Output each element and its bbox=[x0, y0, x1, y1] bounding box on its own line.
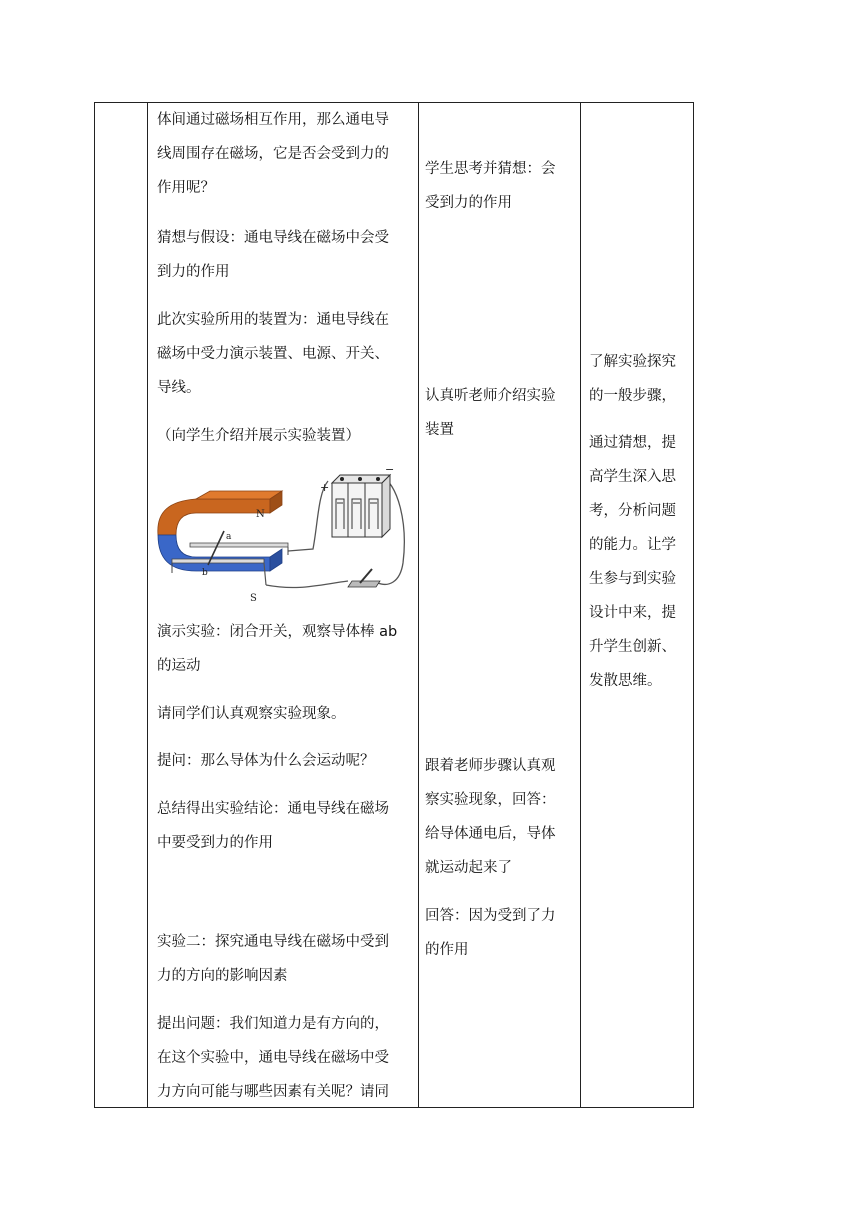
text-line: 通过猜想，提 bbox=[589, 435, 676, 451]
text-line: 磁场中受力演示装置、电源、开关、 bbox=[157, 346, 389, 362]
text-line: 高学生深入思 bbox=[589, 469, 676, 485]
paragraph-student-observe bbox=[425, 749, 580, 885]
label-b: b bbox=[202, 568, 208, 578]
apparatus-figure bbox=[148, 463, 418, 603]
text-line: 作用呢？ bbox=[157, 180, 215, 196]
text-line: 的运动 bbox=[157, 658, 201, 674]
text-line: 实验二：探究通电导线在磁场中受到 bbox=[157, 934, 389, 950]
text-line: 升学生创新、 bbox=[589, 639, 676, 655]
paragraph-raise-question bbox=[157, 1007, 418, 1107]
paragraph-student-answer bbox=[425, 899, 580, 967]
text-line: 导线。 bbox=[157, 380, 201, 396]
text-line: 学生思考并猜想：会 bbox=[425, 161, 556, 177]
paragraph-student-guess bbox=[425, 152, 580, 220]
text-line: 跟着老师步骤认真观 bbox=[425, 758, 556, 774]
text-line: 总结得出实验结论：通电导线在磁场 bbox=[157, 801, 389, 817]
magnet-south-side-face bbox=[270, 549, 282, 571]
text-line: 发散思维。 bbox=[589, 673, 662, 689]
paragraph-hypothesis bbox=[157, 221, 418, 289]
lesson-table bbox=[94, 102, 694, 1108]
text-line: 中要受到力的作用 bbox=[157, 835, 273, 851]
wire bbox=[266, 581, 348, 588]
text-line: 回答：因为受到了力 bbox=[425, 908, 556, 924]
paragraph-intent-steps bbox=[589, 345, 693, 413]
paragraph-question bbox=[157, 744, 418, 778]
text-line: （向学生介绍并展示实验装置） bbox=[157, 428, 360, 444]
switch-base bbox=[348, 581, 380, 587]
text-line: 线周围存在磁场，它是否会受到力的 bbox=[157, 146, 389, 162]
text-line: 设计中来，提 bbox=[589, 605, 676, 621]
paragraph-show-apparatus bbox=[157, 419, 418, 453]
label-a: a bbox=[226, 532, 232, 542]
text-line: 了解实验探究 bbox=[589, 354, 676, 370]
student-activity-cell bbox=[419, 103, 580, 1107]
text-line: 提问：那么导体为什么会运动呢？ bbox=[157, 753, 375, 769]
magnet-north-top-face bbox=[196, 491, 282, 499]
label-north: N bbox=[256, 509, 265, 520]
paragraph-demo bbox=[157, 615, 418, 683]
text-line: 力方向可能与哪些因素有关呢？请同 bbox=[157, 1084, 389, 1100]
text-line: 就运动起来了 bbox=[425, 860, 512, 876]
text-line: 演示实验：闭合开关，观察导体棒 ab bbox=[157, 624, 398, 640]
text-line: 此次实验所用的装置为：通电导线在 bbox=[157, 312, 389, 328]
text-line: 的一般步骤， bbox=[589, 388, 676, 404]
text-line: 的作用 bbox=[425, 942, 469, 958]
battery-box-side bbox=[382, 475, 390, 537]
text-line: 体间通过磁场相互作用，那么通电导 bbox=[157, 112, 389, 128]
text-line: 装置 bbox=[425, 422, 454, 438]
label-positive: + bbox=[320, 481, 330, 494]
label-negative: − bbox=[385, 463, 395, 476]
label-south: S bbox=[250, 593, 257, 603]
text-line: 察实验现象，回答： bbox=[425, 792, 556, 808]
text-line: 请同学们认真观察实验现象。 bbox=[157, 706, 346, 722]
text-line: 在这个实验中，通电导线在磁场中受 bbox=[157, 1050, 389, 1066]
text-line: 提出问题：我们知道力是有方向的， bbox=[157, 1016, 389, 1032]
text-line: 猜想与假设：通电导线在磁场中会受 bbox=[157, 230, 389, 246]
paragraph-conclusion bbox=[157, 792, 418, 860]
terminal bbox=[340, 477, 344, 481]
stage-column-cell bbox=[95, 103, 147, 1107]
paragraph-intro-question bbox=[157, 103, 418, 205]
text-line: 考，分析问题 bbox=[589, 503, 676, 519]
terminal bbox=[358, 477, 362, 481]
text-line: 的能力。让学 bbox=[589, 537, 676, 553]
text-line: 给导体通电后，导体 bbox=[425, 826, 556, 842]
battery-box bbox=[332, 483, 382, 537]
text-line: 认真听老师介绍实验 bbox=[425, 388, 556, 404]
paragraph-intent-ability bbox=[589, 426, 693, 698]
paragraph-apparatus bbox=[157, 303, 418, 405]
paragraph-student-listen bbox=[425, 379, 580, 447]
text-line: 受到力的作用 bbox=[425, 195, 512, 211]
paragraph-experiment-two bbox=[157, 925, 418, 993]
rail-lower bbox=[172, 559, 264, 563]
teacher-activity-cell bbox=[148, 103, 418, 1107]
paragraph-observe bbox=[157, 697, 418, 731]
design-intent-cell bbox=[581, 103, 693, 1107]
text-line: 到力的作用 bbox=[157, 264, 230, 280]
rail-upper bbox=[190, 543, 288, 547]
text-line: 生参与到实验 bbox=[589, 571, 676, 587]
terminal bbox=[376, 477, 380, 481]
text-line: 力的方向的影响因素 bbox=[157, 968, 288, 984]
magnet-north-pole bbox=[158, 499, 270, 535]
